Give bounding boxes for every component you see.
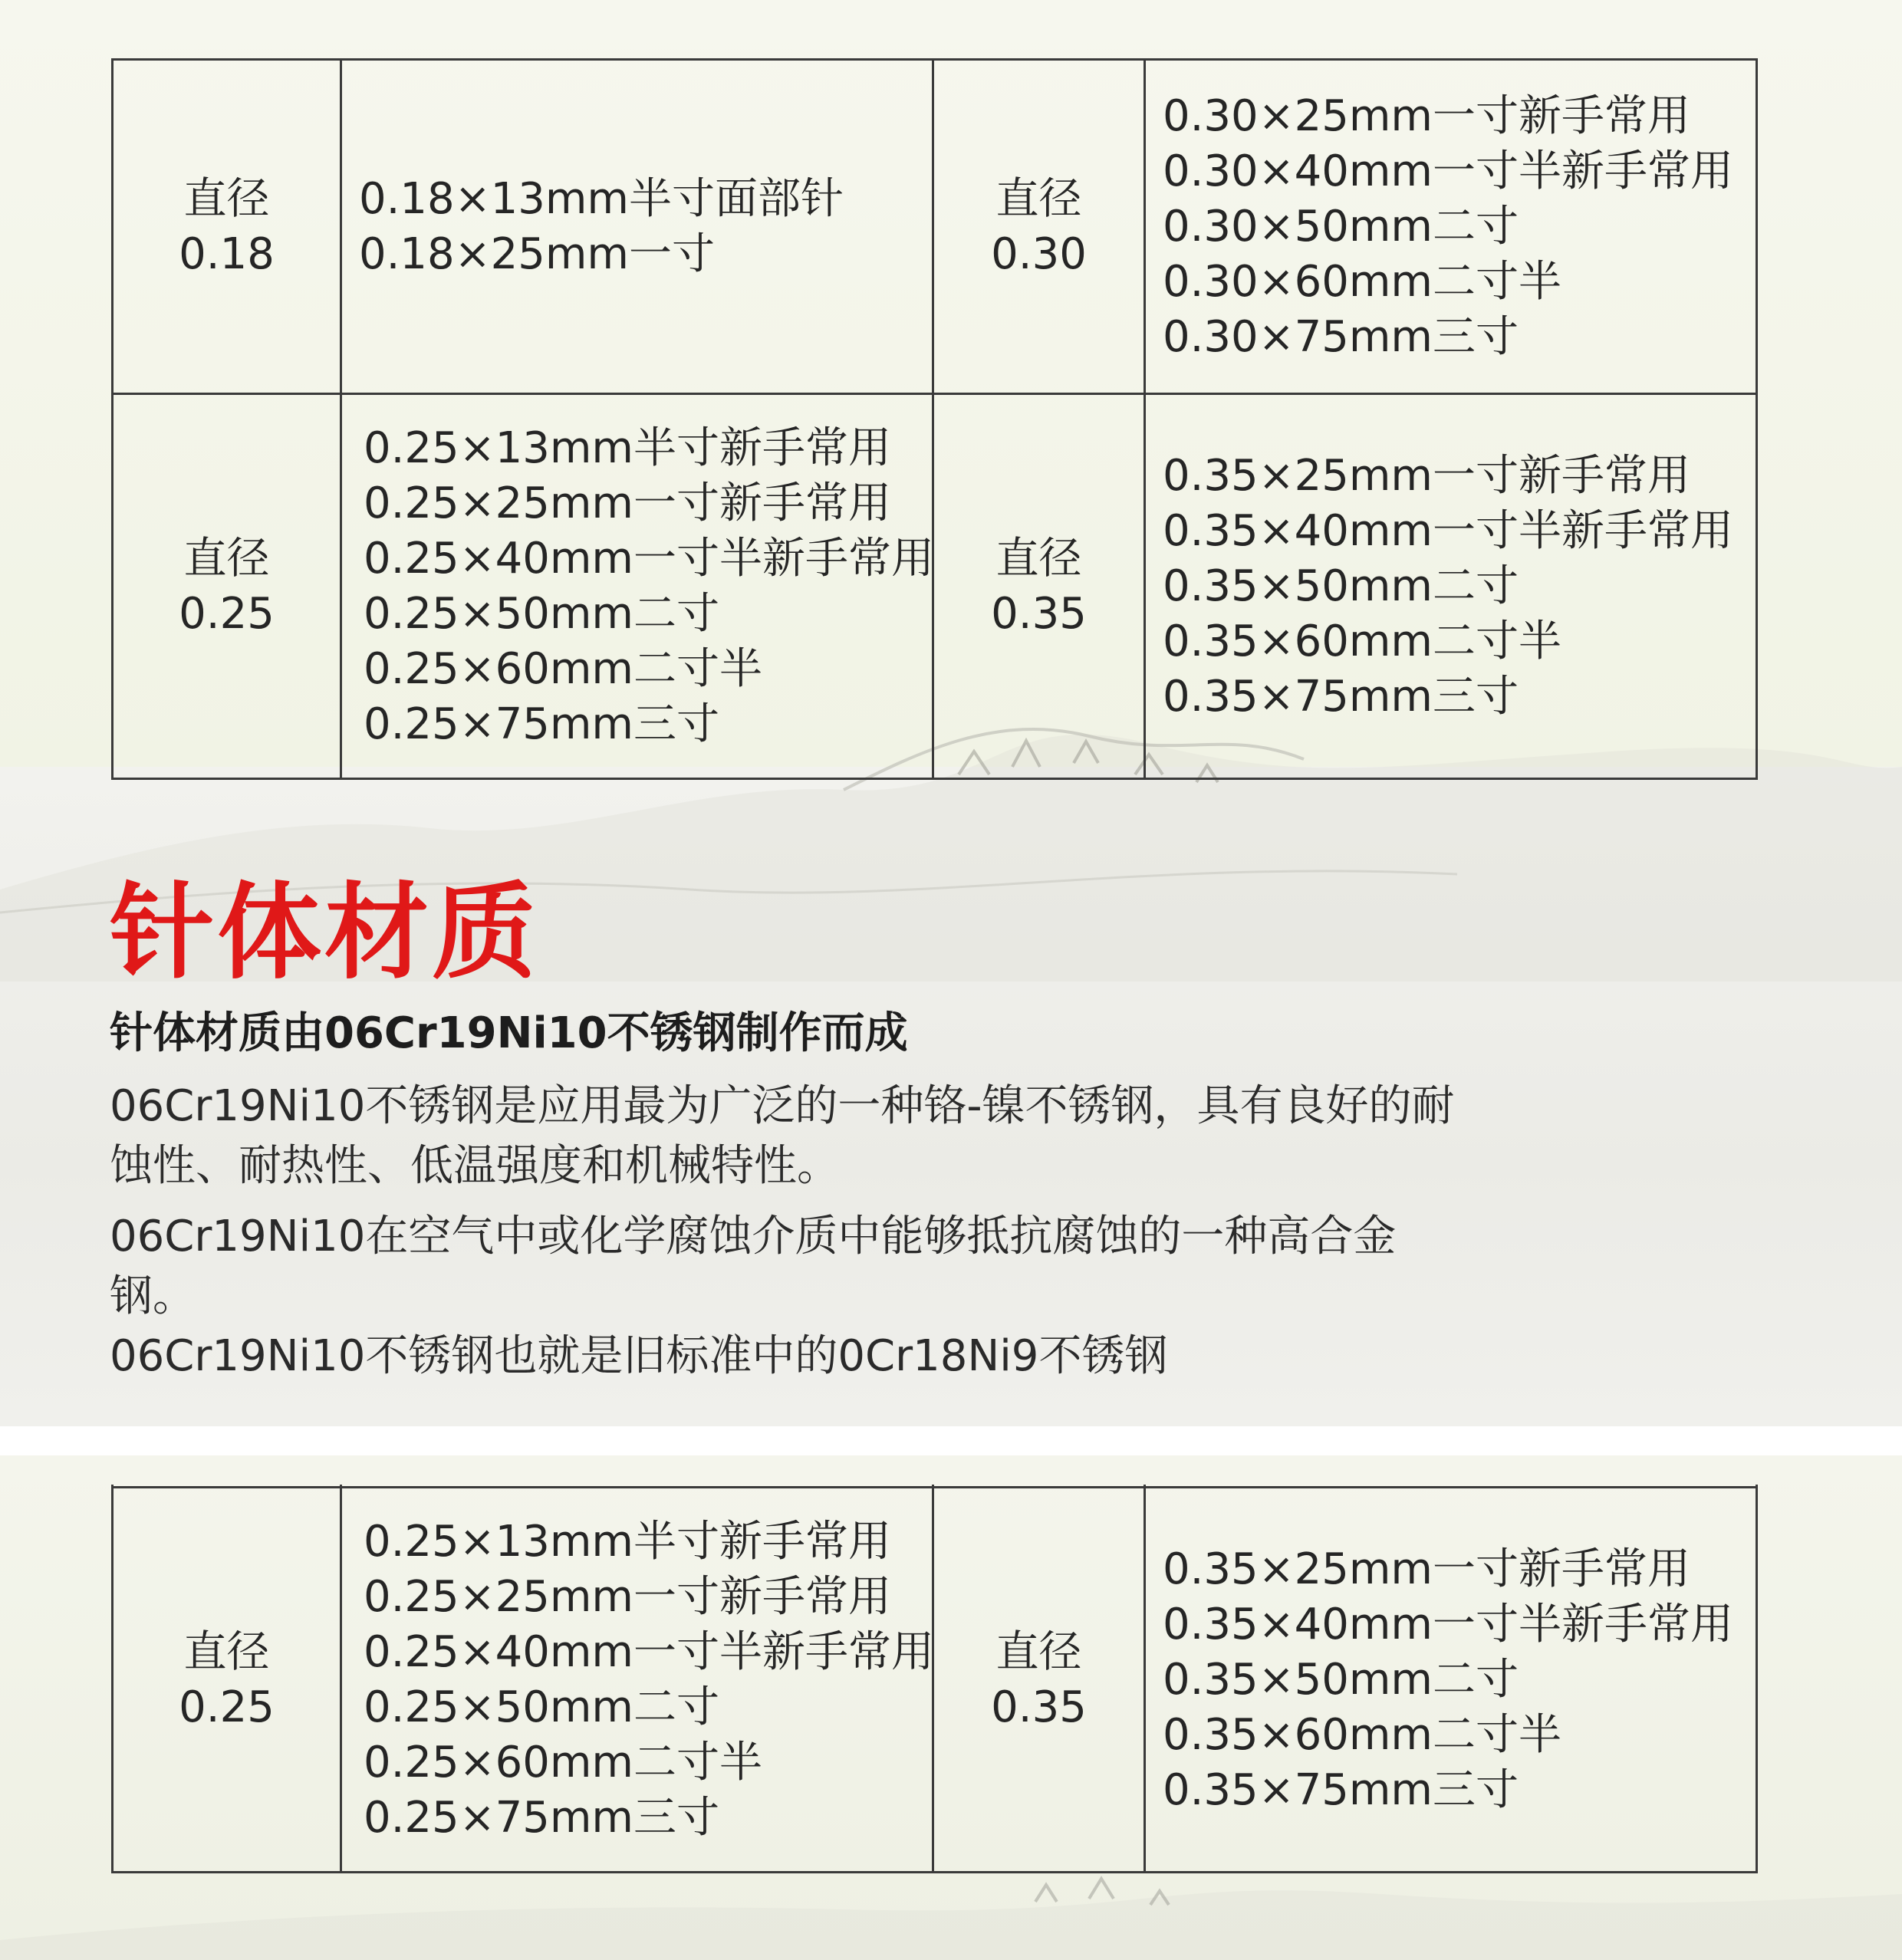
spec-item: 0.30×40mm一寸半新手常用 bbox=[1163, 146, 1733, 196]
table-row bbox=[113, 394, 1757, 779]
diameter-label: 直径 bbox=[183, 533, 270, 584]
spec-item: 0.35×75mm三寸 bbox=[1163, 671, 1519, 722]
diameter-cell bbox=[933, 1488, 1145, 1873]
spec-item: 0.35×50mm二寸 bbox=[1163, 1654, 1519, 1705]
spec-item: 0.35×75mm三寸 bbox=[1163, 1764, 1519, 1815]
spec-item: 0.25×13mm半寸新手常用 bbox=[364, 1516, 891, 1567]
table-row bbox=[113, 1488, 1757, 1873]
diameter-label: 直径 bbox=[183, 173, 270, 224]
material-paragraph bbox=[110, 1077, 1475, 1196]
spec-item: 0.25×25mm一寸新手常用 bbox=[364, 1571, 891, 1622]
spec-table-bottom bbox=[111, 1485, 1758, 1873]
spec-item: 0.25×25mm一寸新手常用 bbox=[364, 478, 891, 528]
diameter-value: 0.30 bbox=[991, 229, 1087, 279]
spec-item: 0.25×40mm一寸半新手常用 bbox=[364, 533, 934, 584]
spec-item: 0.35×25mm一寸新手常用 bbox=[1163, 450, 1690, 501]
spec-item: 0.18×25mm一寸 bbox=[359, 229, 715, 279]
paragraph-line: 蚀性、耐热性、低温强度和机械特性。 bbox=[110, 1141, 840, 1191]
spec-list-cell bbox=[341, 394, 933, 779]
diameter-value: 0.35 bbox=[991, 1682, 1087, 1732]
diameter-label: 直径 bbox=[995, 1626, 1082, 1677]
spec-item: 0.35×40mm一寸半新手常用 bbox=[1163, 505, 1733, 556]
spec-item: 0.30×75mm三寸 bbox=[1163, 311, 1519, 362]
section-heading: 针体材质 bbox=[110, 871, 539, 994]
diameter-cell bbox=[113, 394, 341, 779]
diameter-value: 0.35 bbox=[991, 588, 1087, 639]
spec-item: 0.25×60mm二寸半 bbox=[364, 643, 762, 694]
diameter-cell bbox=[933, 60, 1145, 394]
spec-item: 0.25×60mm二寸半 bbox=[364, 1737, 762, 1787]
spec-list-cell bbox=[1145, 60, 1757, 394]
spec-item: 0.25×50mm二寸 bbox=[364, 1682, 719, 1732]
diameter-label: 直径 bbox=[183, 1626, 270, 1677]
table-row bbox=[113, 60, 1757, 394]
spec-item: 0.25×40mm一寸半新手常用 bbox=[364, 1626, 934, 1677]
spec-item: 0.25×13mm半寸新手常用 bbox=[364, 423, 891, 473]
spec-item: 0.35×40mm一寸半新手常用 bbox=[1163, 1599, 1733, 1649]
material-paragraph bbox=[110, 1207, 1475, 1386]
spec-item: 0.35×60mm二寸半 bbox=[1163, 1709, 1561, 1760]
diameter-cell bbox=[113, 60, 341, 394]
spec-item: 0.25×75mm三寸 bbox=[364, 1792, 719, 1843]
spec-item: 0.25×75mm三寸 bbox=[364, 699, 719, 749]
paragraph-line: 06Cr19Ni10不锈钢是应用最为广泛的一种铬-镍不锈钢，具有良好的耐 bbox=[110, 1081, 1455, 1131]
spec-item: 0.35×60mm二寸半 bbox=[1163, 616, 1561, 666]
diameter-value: 0.18 bbox=[179, 229, 275, 279]
paragraph-line: 06Cr19Ni10不锈钢也就是旧标准中的0Cr18Ni9不锈钢 bbox=[110, 1331, 1168, 1381]
spec-item: 0.30×50mm二寸 bbox=[1163, 201, 1519, 252]
diameter-cell bbox=[933, 394, 1145, 779]
diameter-label: 直径 bbox=[995, 533, 1082, 584]
diameter-value: 0.25 bbox=[179, 588, 275, 639]
spec-item: 0.18×13mm半寸面部针 bbox=[359, 173, 844, 224]
diameter-value: 0.25 bbox=[179, 1682, 275, 1732]
spec-item: 0.30×60mm二寸半 bbox=[1163, 256, 1561, 307]
diameter-label: 直径 bbox=[995, 173, 1082, 224]
paragraph-line: 06Cr19Ni10在空气中或化学腐蚀介质中能够抵抗腐蚀的一种高合金钢。 bbox=[110, 1212, 1397, 1321]
spec-list-cell bbox=[1145, 1488, 1757, 1873]
spec-item: 0.25×50mm二寸 bbox=[364, 588, 719, 639]
spec-item: 0.30×25mm一寸新手常用 bbox=[1163, 90, 1690, 141]
spec-table-top bbox=[111, 58, 1758, 780]
diameter-cell bbox=[113, 1488, 341, 1873]
spec-list-cell bbox=[1145, 394, 1757, 779]
section-subheading: 针体材质由06Cr19Ni10不锈钢制作而成 bbox=[110, 1008, 908, 1058]
spec-item: 0.35×50mm二寸 bbox=[1163, 561, 1519, 611]
spec-item: 0.35×25mm一寸新手常用 bbox=[1163, 1544, 1690, 1594]
section-divider bbox=[0, 1426, 1902, 1455]
spec-list-cell bbox=[341, 1488, 933, 1873]
spec-list-cell bbox=[341, 60, 933, 394]
